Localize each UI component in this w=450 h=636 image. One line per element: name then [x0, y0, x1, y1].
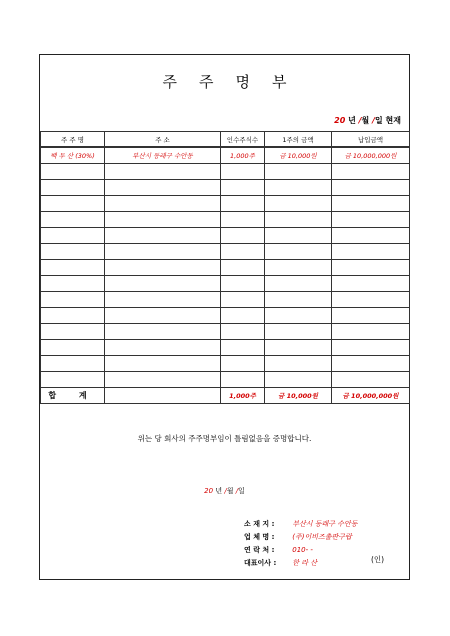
- empty-cell: [265, 164, 332, 180]
- title-char: 부: [272, 73, 287, 91]
- table-row: [41, 324, 410, 340]
- total-shares: 1,000주: [221, 388, 265, 404]
- signature-date: 20 년 /월 /일: [204, 487, 245, 495]
- empty-cell: [265, 212, 332, 228]
- empty-cell: [332, 292, 410, 308]
- empty-cell: [105, 164, 221, 180]
- empty-cell: [221, 276, 265, 292]
- total-label: 합 계: [41, 388, 105, 404]
- empty-cell: [265, 340, 332, 356]
- empty-cell: [105, 260, 221, 276]
- company-info: [244, 518, 358, 570]
- empty-cell: [265, 324, 332, 340]
- table-row: [41, 356, 410, 372]
- empty-cell: [41, 308, 105, 324]
- empty-cell: [332, 228, 410, 244]
- table-row: [41, 244, 410, 260]
- empty-cell: [265, 228, 332, 244]
- cell-address: 부산시 동래구 수안동: [105, 147, 221, 164]
- ceo-row: 대표이사 : 한 라 산: [244, 559, 317, 567]
- empty-cell: [221, 244, 265, 260]
- as-of-date: 20 년 /월 /일 현재: [334, 116, 401, 125]
- empty-cell: [221, 324, 265, 340]
- empty-cell: [41, 164, 105, 180]
- table-row: [41, 212, 410, 228]
- empty-cell: [41, 244, 105, 260]
- company-name-row: 업 체 명 : (주)이비즈출판구랍: [244, 533, 352, 541]
- empty-cell: [105, 212, 221, 228]
- empty-cell: [221, 180, 265, 196]
- empty-cell: [221, 372, 265, 388]
- cell-unit-price: 금 10,000원: [265, 147, 332, 164]
- contact-row: 연 락 처 : 010- -: [244, 546, 313, 554]
- table-row: [41, 260, 410, 276]
- empty-cell: [41, 196, 105, 212]
- empty-cell: [105, 276, 221, 292]
- header-shares: 인수주식수: [221, 132, 265, 148]
- cell-shares: 1,000주: [221, 147, 265, 164]
- title-char: 주: [199, 73, 214, 91]
- total-paid-amount: 금 10,000,000원: [332, 388, 410, 404]
- cell-name: 백 두 산 (30%): [41, 147, 105, 164]
- empty-cell: [265, 244, 332, 260]
- page-title: [40, 71, 409, 92]
- empty-cell: [105, 308, 221, 324]
- address-row: 소 재 지 : 부산시 동래구 수안동: [244, 520, 358, 528]
- empty-cell: [41, 292, 105, 308]
- empty-cell: [221, 164, 265, 180]
- empty-cell: [265, 196, 332, 212]
- header-paid-amount: 납입금액: [332, 132, 410, 148]
- empty-cell: [221, 356, 265, 372]
- table-row: [41, 180, 410, 196]
- empty-cell: [105, 228, 221, 244]
- empty-cell: [105, 180, 221, 196]
- empty-cell: [41, 228, 105, 244]
- empty-cell: [332, 340, 410, 356]
- empty-cell: [332, 308, 410, 324]
- empty-cell: [221, 260, 265, 276]
- empty-cell: [265, 308, 332, 324]
- empty-cell: [41, 180, 105, 196]
- header-shareholder-name: 주 주 명: [41, 132, 105, 148]
- table-row: [41, 164, 410, 180]
- empty-cell: [332, 196, 410, 212]
- empty-cell: [105, 340, 221, 356]
- empty-cell: [41, 212, 105, 228]
- empty-cell: [265, 372, 332, 388]
- empty-cell: [332, 324, 410, 340]
- empty-cell: [332, 244, 410, 260]
- empty-cell: [265, 180, 332, 196]
- empty-cell: [332, 276, 410, 292]
- certification-statement: 위는 당 회사의 주주명부임이 틀림없음을 증명합니다.: [137, 434, 312, 443]
- empty-cell: [221, 212, 265, 228]
- empty-cell: [41, 356, 105, 372]
- table-row: [41, 147, 410, 164]
- empty-cell: [221, 228, 265, 244]
- empty-cell: [105, 196, 221, 212]
- empty-cell: [265, 356, 332, 372]
- empty-cell: [105, 356, 221, 372]
- shareholder-register-sheet: [39, 54, 410, 580]
- empty-cell: [332, 372, 410, 388]
- title-char: 주: [162, 73, 177, 91]
- empty-cell: [105, 292, 221, 308]
- table-row: [41, 372, 410, 388]
- total-address-cell: [105, 388, 221, 404]
- empty-cell: [332, 212, 410, 228]
- table-header-row: [41, 132, 410, 148]
- empty-cell: [265, 276, 332, 292]
- empty-cell: [105, 244, 221, 260]
- empty-cell: [265, 292, 332, 308]
- cell-paid-amount: 금 10,000,000원: [332, 147, 410, 164]
- empty-cell: [221, 308, 265, 324]
- empty-cell: [332, 180, 410, 196]
- empty-cell: [105, 372, 221, 388]
- empty-cell: [221, 340, 265, 356]
- table-row: [41, 308, 410, 324]
- empty-cell: [332, 260, 410, 276]
- empty-cell: [332, 356, 410, 372]
- table-row: [41, 340, 410, 356]
- empty-cell: [105, 324, 221, 340]
- empty-cell: [265, 260, 332, 276]
- empty-cell: [41, 260, 105, 276]
- seal-mark: (인): [371, 555, 385, 564]
- empty-cell: [41, 276, 105, 292]
- table-row: [41, 276, 410, 292]
- table-row: [41, 196, 410, 212]
- empty-cell: [41, 324, 105, 340]
- empty-cell: [41, 340, 105, 356]
- empty-cell: [221, 196, 265, 212]
- total-row: [41, 388, 410, 404]
- empty-cell: [221, 292, 265, 308]
- table-row: [41, 228, 410, 244]
- empty-cell: [41, 372, 105, 388]
- header-unit-price: 1주의 금액: [265, 132, 332, 148]
- empty-cell: [332, 164, 410, 180]
- shareholder-table: [40, 131, 410, 404]
- header-address: 주 소: [105, 132, 221, 148]
- title-char: 명: [235, 73, 250, 91]
- total-unit-price: 금 10,000원: [265, 388, 332, 404]
- table-row: [41, 292, 410, 308]
